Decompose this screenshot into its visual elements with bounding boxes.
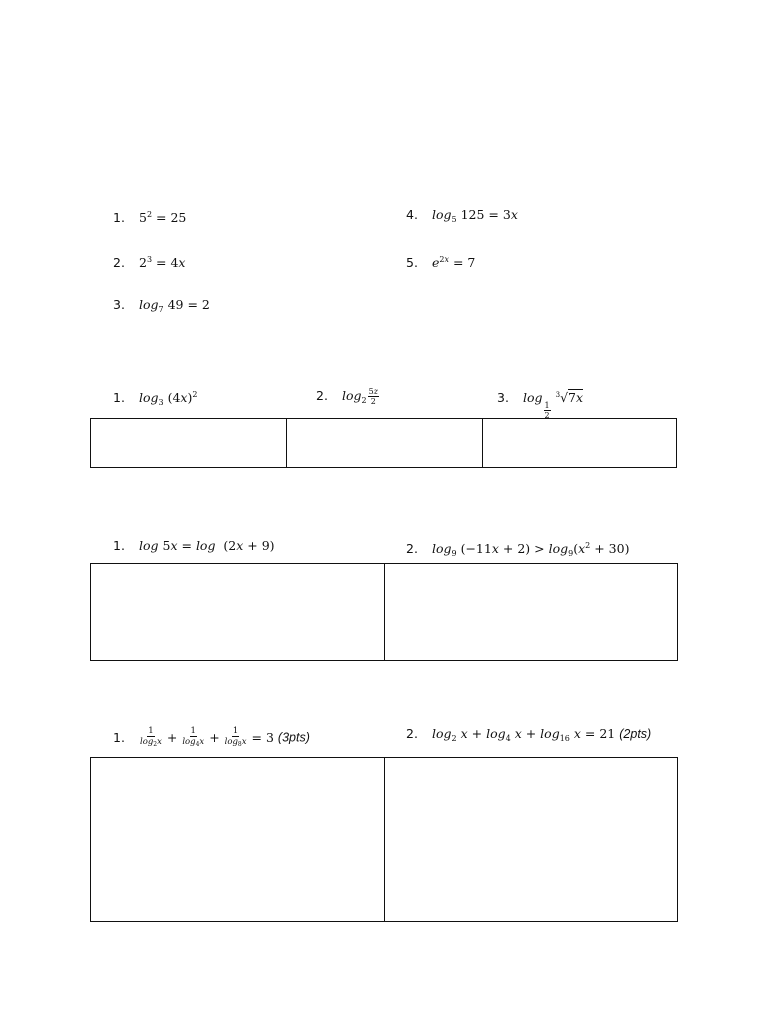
- item-number: 1.: [113, 390, 125, 405]
- s4-item-2: [406, 726, 651, 747]
- math-expression: $e^{2x} = 7$: [431, 255, 476, 270]
- item-number: 3.: [113, 297, 125, 312]
- item-number: 5.: [406, 255, 418, 270]
- answer-box-row-1[interactable]: [90, 418, 677, 468]
- s2-item-3: [497, 387, 583, 420]
- answer-cell[interactable]: [91, 564, 384, 660]
- item-number: 3.: [497, 390, 509, 405]
- math-expression: $\frac{1}{\log_2x}$ + $\frac{1}{\log_4x}$ + $\frac{1}{\log_8x}$ = 3: [139, 726, 278, 748]
- math-expression: $5^2 = 25$: [138, 210, 187, 225]
- math-expression: $\log_2$ $\frac{5z}{2}$: [341, 387, 378, 406]
- math-expression: $\log_7 49 = 2$: [138, 297, 210, 314]
- answer-cell[interactable]: [482, 419, 676, 467]
- s3-item-1: [113, 538, 275, 554]
- math-expression: $\log_9 (-11x + 2) > \log_9(x^2 + 30)$: [431, 541, 630, 558]
- item-number: 1.: [113, 210, 125, 225]
- answer-cell[interactable]: [384, 564, 677, 660]
- points-label: (3pts): [277, 730, 310, 745]
- s1-item-2: [113, 252, 185, 271]
- s1-item-1: [113, 207, 186, 226]
- item-number: 2.: [113, 255, 125, 270]
- item-number: 2.: [406, 726, 418, 741]
- math-expression: log 5x = log (2x + 9): [138, 538, 275, 553]
- answer-cell[interactable]: [91, 758, 384, 921]
- item-number: 4.: [406, 207, 418, 222]
- points-label: (2pts): [619, 727, 652, 741]
- answer-cell[interactable]: [91, 419, 286, 467]
- s4-item-1: [113, 726, 310, 750]
- math-expression: $\log_3 (4x)^2$: [138, 390, 198, 407]
- math-expression: log $\frac{1}{2}$ $^3$√7x: [522, 390, 584, 420]
- s1-item-5: [406, 252, 475, 271]
- answer-cell[interactable]: [384, 758, 677, 921]
- s1-item-4: [406, 207, 518, 228]
- item-number: 1.: [113, 729, 125, 745]
- s2-item-2: [316, 387, 380, 409]
- math-expression: $\log_2 x + \log_4 x + \log_{16} x = 21$: [431, 726, 620, 743]
- item-number: 1.: [113, 538, 125, 553]
- math-expression: $\log_5 125 = 3x$: [431, 207, 518, 224]
- math-expression: $2^3 = 4x$: [138, 255, 186, 270]
- s2-item-1: [113, 387, 197, 411]
- answer-box-row-3[interactable]: [90, 757, 678, 922]
- item-number: 2.: [406, 541, 418, 556]
- s1-item-3: [113, 297, 210, 318]
- s3-item-2: [406, 538, 629, 562]
- answer-cell[interactable]: [286, 419, 482, 467]
- answer-box-row-2[interactable]: [90, 563, 678, 661]
- item-number: 2.: [316, 388, 328, 403]
